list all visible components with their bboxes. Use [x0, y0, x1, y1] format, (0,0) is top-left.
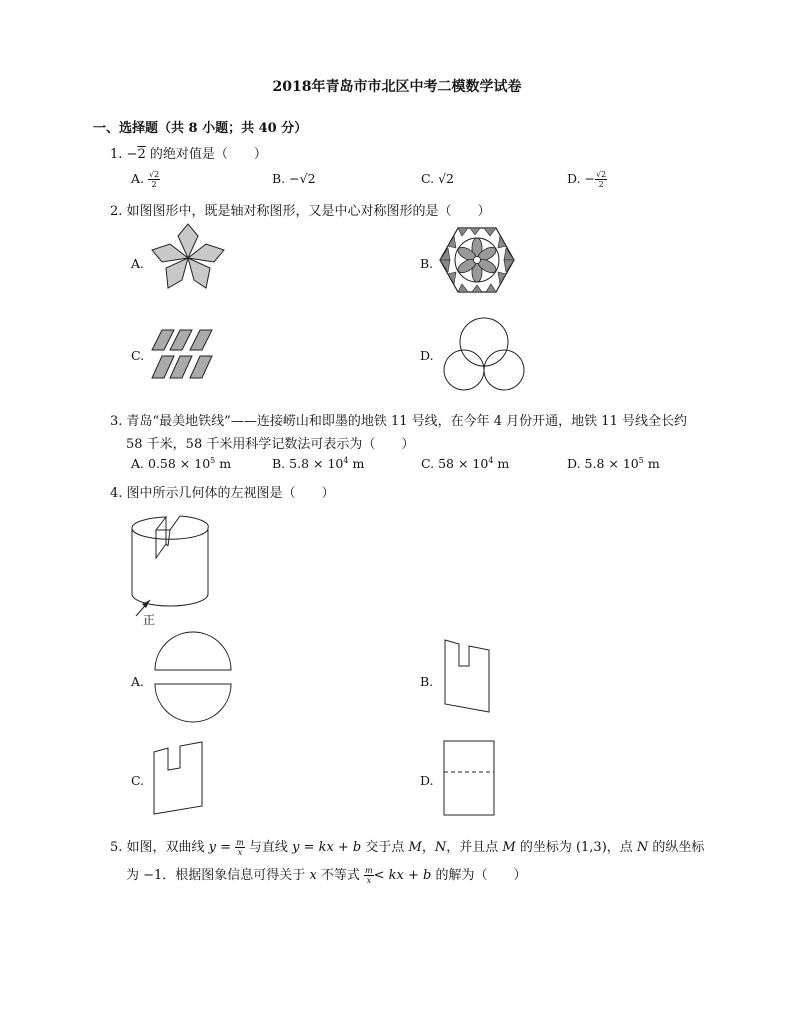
q2-figure-c-parallelograms	[150, 328, 220, 380]
q3-option-d[interactable]	[567, 456, 660, 471]
q1-prefix: 1. −	[110, 147, 138, 162]
q2-figure-b-hexagon-flower	[440, 226, 514, 294]
q4-figure-b-notched-shape	[443, 638, 493, 714]
q4-cylinder-figure	[128, 508, 218, 620]
question-1-stem	[110, 143, 267, 162]
q4-option-c-label[interactable]: C.	[131, 773, 145, 788]
math-M: M	[502, 840, 516, 855]
q2-figure-d-three-circles	[442, 314, 526, 394]
q3-option-b[interactable]	[272, 456, 364, 471]
fraction	[595, 170, 607, 189]
text: 为 −1．根据图象信息可得关于	[126, 868, 310, 883]
math-M: M	[408, 840, 422, 855]
text: ，并且点	[446, 840, 503, 855]
q1-radical: 2	[137, 147, 146, 162]
text: <	[373, 868, 389, 883]
exponent: 4	[488, 456, 494, 465]
fraction	[148, 170, 160, 189]
denominator: x	[237, 848, 243, 857]
math-kx-b: kx + b	[388, 868, 432, 883]
question-5-line1	[110, 836, 704, 857]
option-label: D.	[567, 171, 581, 186]
option-label: B.	[272, 171, 286, 186]
question-5-line2	[126, 864, 527, 885]
numerator: m	[236, 838, 244, 847]
math-line-eq: y = kx + b	[292, 840, 362, 855]
question-2-stem: 2. 如图图形中，既是轴对称图形，又是中心对称图形的是（ ）	[110, 204, 491, 219]
math-y: y	[208, 840, 217, 855]
math-x: x	[309, 868, 317, 883]
unit: m	[493, 456, 510, 472]
mantissa: 58 × 10	[438, 456, 489, 472]
mantissa: 5.8 × 10	[584, 456, 639, 472]
text: 的纵坐标	[648, 840, 705, 855]
option-text: −√2	[289, 171, 316, 186]
denominator: x	[366, 876, 372, 885]
text: 5. 如图，双曲线	[110, 840, 209, 855]
text: 与直线	[244, 840, 293, 855]
option-label: C.	[421, 456, 435, 472]
question-3-line2: 58 千米，58 千米用科学记数法可表示为（ ）	[126, 437, 415, 452]
option-label: B.	[272, 456, 286, 472]
q2-option-b-label[interactable]: B.	[420, 256, 434, 271]
text: 交于点	[361, 840, 409, 855]
q1-option-c[interactable]	[421, 171, 454, 186]
option-label: A.	[131, 171, 145, 186]
q4-option-a-label[interactable]: A.	[131, 674, 145, 689]
denominator: 2	[598, 180, 604, 189]
q4-option-b-label[interactable]: B.	[420, 674, 434, 689]
fraction-m-over-x	[235, 838, 245, 857]
page-title: 2018年青岛市市北区中考二模数学试卷	[272, 79, 522, 95]
mantissa: 5.8 × 10	[289, 456, 344, 472]
section-heading: 一、选择题（共 8 小题；共 40 分）	[93, 121, 308, 136]
numerator: √2	[596, 170, 607, 179]
q2-option-c-label[interactable]: C.	[131, 348, 145, 363]
q2-option-a-label[interactable]: A.	[131, 256, 145, 271]
q3-option-a[interactable]	[131, 456, 231, 471]
q2-figure-a-pinwheel	[148, 222, 230, 294]
q4-figure-a-split-circle	[153, 640, 233, 720]
math-N: N	[434, 840, 447, 855]
q1-suffix: 的绝对值是（ ）	[145, 147, 267, 162]
exponent: 4	[343, 456, 349, 465]
q1-option-b[interactable]	[272, 171, 316, 186]
numerator: m	[365, 866, 373, 875]
unit: m	[348, 456, 365, 472]
option-text: √2	[438, 171, 454, 186]
fraction-m-over-x	[364, 866, 374, 885]
math-N: N	[636, 840, 649, 855]
exponent: 5	[210, 456, 216, 465]
q4-option-d-label[interactable]: D.	[420, 773, 434, 788]
denominator: 2	[151, 180, 157, 189]
numerator: √2	[149, 170, 160, 179]
option-label: A.	[131, 456, 145, 472]
exponent: 5	[638, 456, 644, 465]
sign: −	[584, 171, 596, 186]
text: 不等式	[316, 868, 365, 883]
front-label: 正	[143, 613, 156, 627]
text: 的坐标为 (1,3)，点	[515, 840, 637, 855]
question-3-line1: 3. 青岛“最美地铁线”——连接崂山和即墨的地铁 11 号线，在今年 4 月份开通，地铁 11 号线全长约	[110, 414, 687, 429]
unit: m	[215, 456, 232, 472]
text: 的解为（ ）	[431, 868, 527, 883]
q4-figure-d-rectangle-dashed	[443, 740, 495, 816]
q1-option-d[interactable]	[567, 170, 607, 189]
option-label: C.	[421, 171, 435, 186]
option-label: D.	[567, 456, 581, 472]
q1-option-a[interactable]	[131, 170, 160, 189]
q4-figure-c-notched-shape	[152, 740, 206, 816]
q2-option-d-label[interactable]: D.	[420, 348, 434, 363]
q3-option-c[interactable]	[421, 456, 509, 471]
text: ，	[421, 840, 435, 855]
mantissa: 0.58 × 10	[148, 456, 211, 472]
unit: m	[643, 456, 660, 472]
text: =	[216, 840, 236, 855]
question-4-stem: 4. 图中所示几何体的左视图是（ ）	[110, 486, 335, 501]
